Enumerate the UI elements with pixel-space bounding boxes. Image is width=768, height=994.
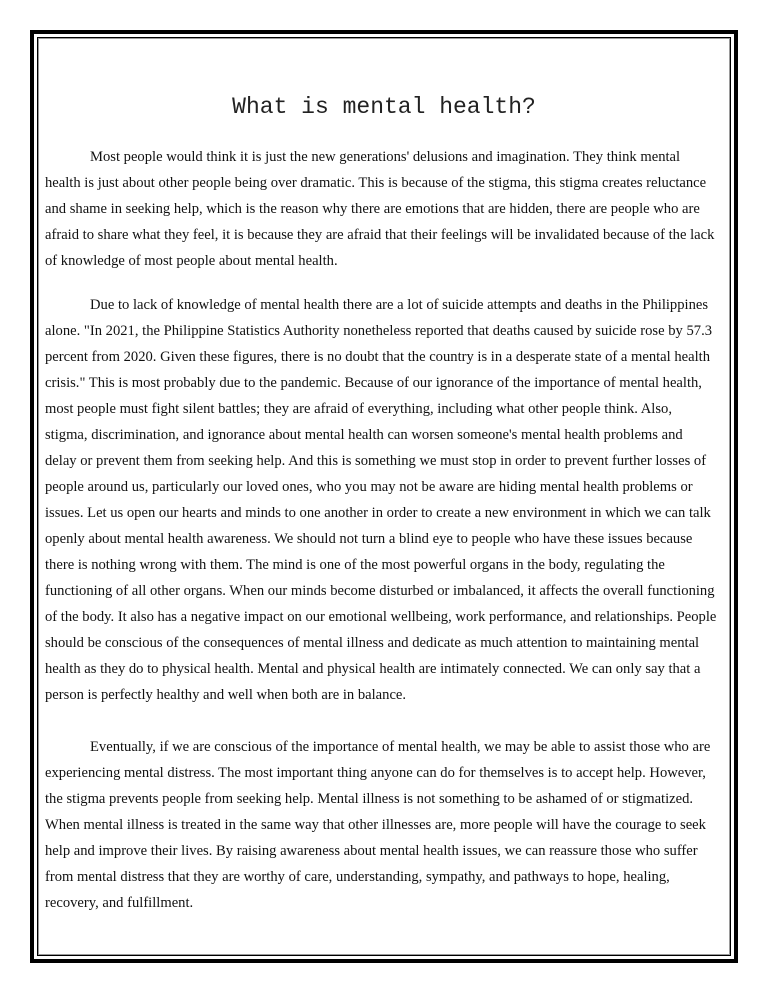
document-title: What is mental health? xyxy=(232,94,536,120)
document-body xyxy=(45,144,717,916)
paragraph-3: Eventually, if we are conscious of the importance of mental health, we may be able to assist those who are experiencing mental distress. The most important thing anyone can do for themselves is to accept help. However, the stigma prevents people from seeking help. Mental illness is not something to be ashamed of or stigmatized. When mental illness is treated in the same way that other illnesses are, more people will have the courage to seek help and improve their lives. By raising awareness about mental health issues, we can reassure those who suffer from mental distress that they are worthy of care, understanding, sympathy, and pathways to hope, healing, recovery, and fulfillment. xyxy=(45,739,711,911)
paragraph-1: Most people would think it is just the new generations' delusions and imagination. They think mental health is just about other people being over dramatic. This is because of the stigma, this stigma creates reluctance and shame in seeking help, which is the reason why there are emotions that are hidden, there are people who are afraid to share what they feel, it is because they are afraid that their feelings will be invalidated because of the lack of knowledge of most people about mental health. xyxy=(45,149,715,269)
paragraph-2: Due to lack of knowledge of mental health there are a lot of suicide attempts and deaths in the Philippines alone. "In 2021, the Philippine Statistics Authority nonetheless reported that deaths caused by suicide rose by 57.3 percent from 2020. Given these figures, there is no doubt that the country is in a desperate state of a mental health crisis." This is most probably due to the pandemic. Because of our ignorance of the importance of mental health, most people must fight silent battles; they are afraid of everything, including what other people think. Also, stigma, discrimination, and ignorance about mental health can worsen someone's mental health problems and delay or prevent them from seeking help. And this is something we must stop in order to prevent further losses of people around us, particularly our loved ones, who you may not be aware are hiding mental health problems or issues. Let us open our hearts and minds to one another in order to create a new environment in which we can talk openly about mental health awareness. We should not turn a blind eye to people who have these issues because there is nothing wrong with them. The mind is one of the most powerful organs in the body, regulating the functioning of all other organs. When our minds become disturbed or imbalanced, it affects the overall functioning of the body. It also has a negative impact on our emotional wellbeing, work performance, and relationships. People should be conscious of the consequences of mental illness and dedicate as much attention to maintaining mental health as they do to physical health. Mental and physical health are intimately connected. We can only say that a person is perfectly healthy and well when both are in balance. xyxy=(45,297,717,703)
